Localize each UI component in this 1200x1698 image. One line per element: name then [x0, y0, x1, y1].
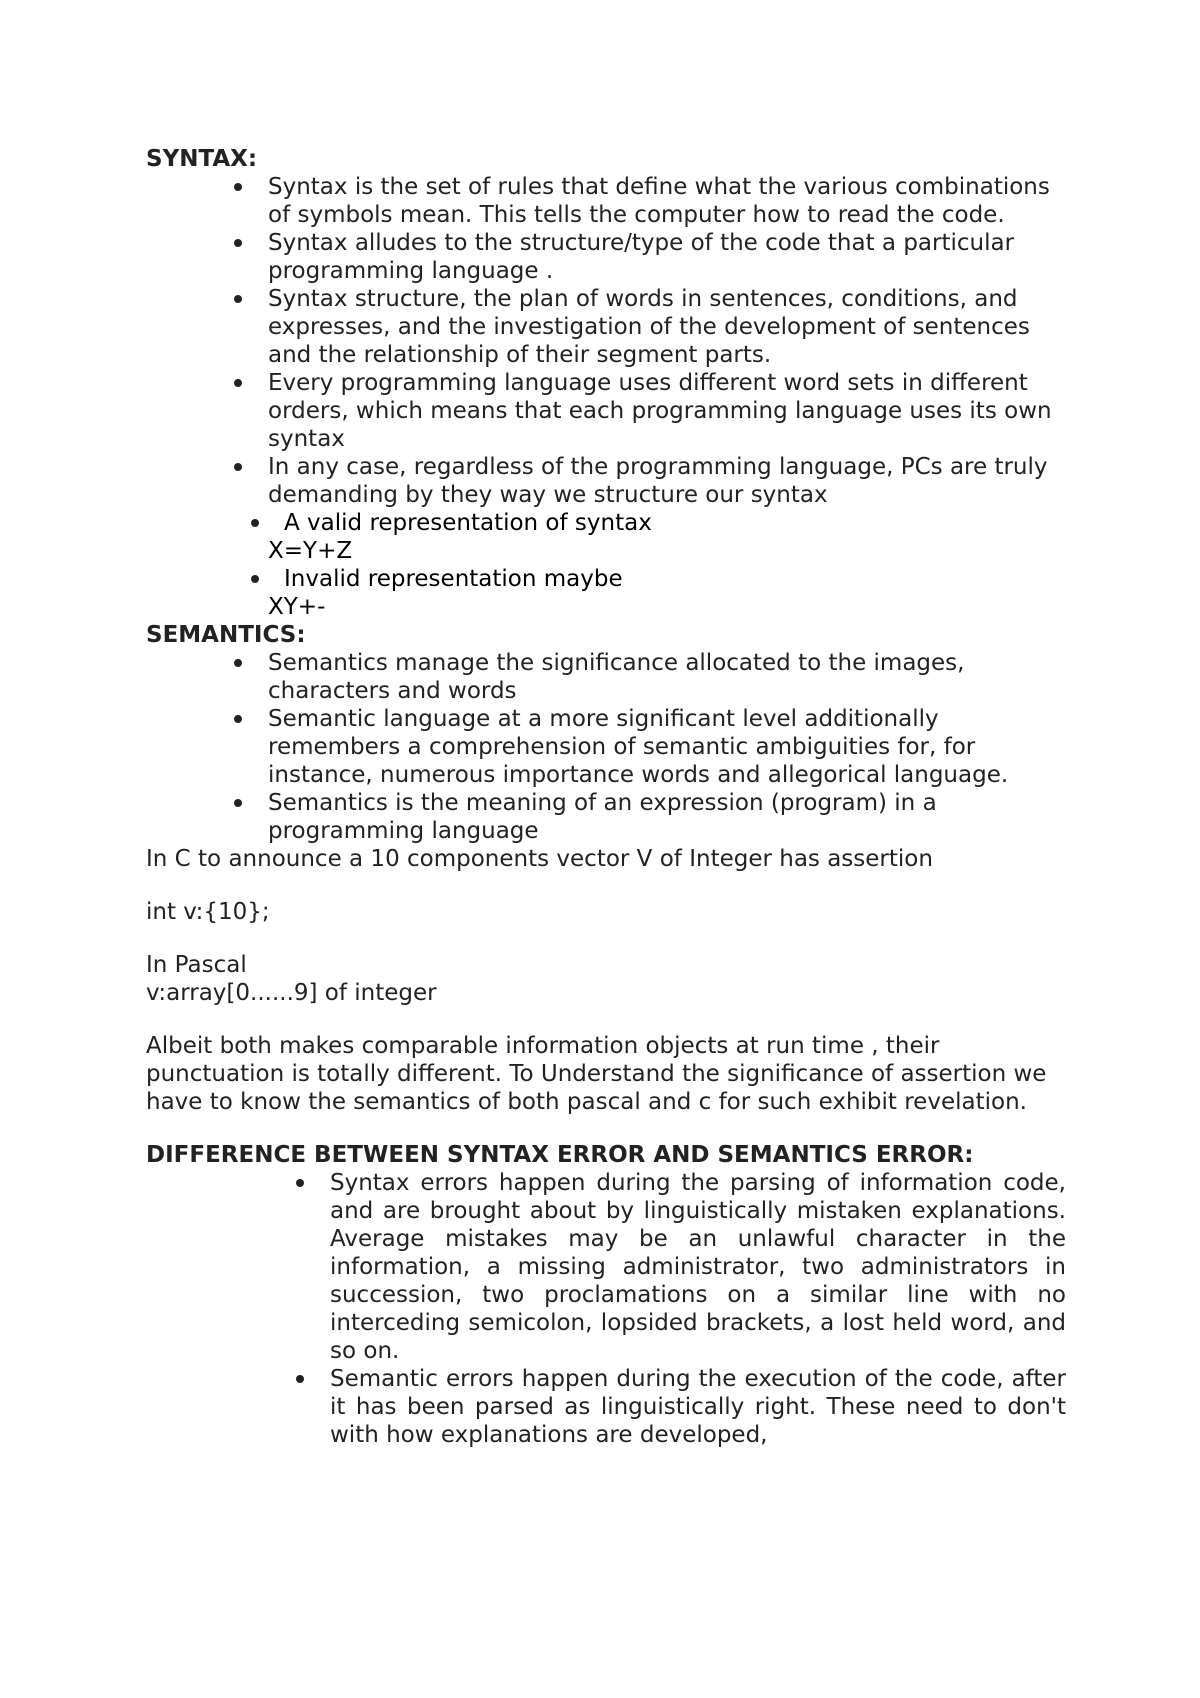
document-body: [146, 145, 1066, 1449]
syntax-heading: SYNTAX:: [146, 146, 258, 172]
valid-syntax-label: A valid representation of syntax: [284, 509, 1066, 537]
semantics-heading: SEMANTICS:: [146, 622, 306, 648]
invalid-syntax-example: XY+-: [268, 594, 326, 620]
blank-line: [146, 873, 1066, 898]
syntax-example-list: [146, 565, 1066, 593]
blank-line: [146, 1007, 1066, 1032]
syntax-bullet: Syntax structure, the plan of words in sentences, conditions, and expresses, and the investigation of the development of sentences and the relationship of their segment parts.: [268, 285, 1066, 369]
blank-line: [146, 926, 1066, 951]
pascal-intro-text: In Pascal: [146, 952, 247, 978]
semantics-bullet: Semantic language at a more significant level additionally remembers a comprehension of semantic ambiguities for, for instance, numerous importance words and allegorical language.: [268, 705, 1066, 789]
syntax-bullet: Every programming language uses different word sets in different orders, which means that each programming language uses its own syntax: [268, 369, 1066, 453]
difference-bullet: Semantic errors happen during the execution of the code, after it has been parsed as linguistically right. These need to don't with how explanations are developed,: [330, 1366, 1066, 1448]
semantics-bullet: Semantics manage the significance allocated to the images, characters and words: [268, 649, 1066, 705]
invalid-syntax-label: Invalid representation maybe: [284, 565, 1066, 593]
c-intro-text: In C to announce a 10 components vector V of Integer has assertion: [146, 846, 933, 872]
difference-heading: DIFFERENCE BETWEEN SYNTAX ERROR AND SEMANTICS ERROR:: [146, 1142, 974, 1168]
syntax-bullet-list: [146, 173, 1066, 509]
syntax-bullet: Syntax alludes to the structure/type of the code that a particular programming language .: [268, 229, 1066, 285]
syntax-bullet: Syntax is the set of rules that define what the various combinations of symbols mean. This tells the computer how to read the code.: [268, 173, 1066, 229]
syntax-example-list: [146, 509, 1066, 537]
syntax-bullet: In any case, regardless of the programming language, PCs are truly demanding by they way we structure our syntax: [268, 453, 1066, 509]
semantics-bullet: Semantics is the meaning of an expression (program) in a programming language: [268, 789, 1066, 845]
semantics-bullet-list: [146, 649, 1066, 845]
pascal-code-line: v:array[0......9] of integer: [146, 980, 437, 1006]
difference-bullet: Syntax errors happen during the parsing of information code, and are brought about by linguistically mistaken explanations. Average mistakes may be an unlawful character in the information, a missing administrator, two administrators in succession, two proclamations on a similar line with no interceding semicolon, lopsided brackets, a lost held word, and so on.: [330, 1170, 1066, 1364]
c-code-line: int v:{10};: [146, 899, 270, 925]
valid-syntax-example: X=Y+Z: [268, 538, 353, 564]
difference-bullet-list: [208, 1169, 1066, 1449]
blank-line: [146, 1116, 1066, 1141]
semantics-conclusion: Albeit both makes comparable information objects at run time , their punctuation is totally different. To Understand the significance of assertion we have to know the semantics of both pascal and c for such exhibit revelation.: [146, 1033, 1047, 1115]
